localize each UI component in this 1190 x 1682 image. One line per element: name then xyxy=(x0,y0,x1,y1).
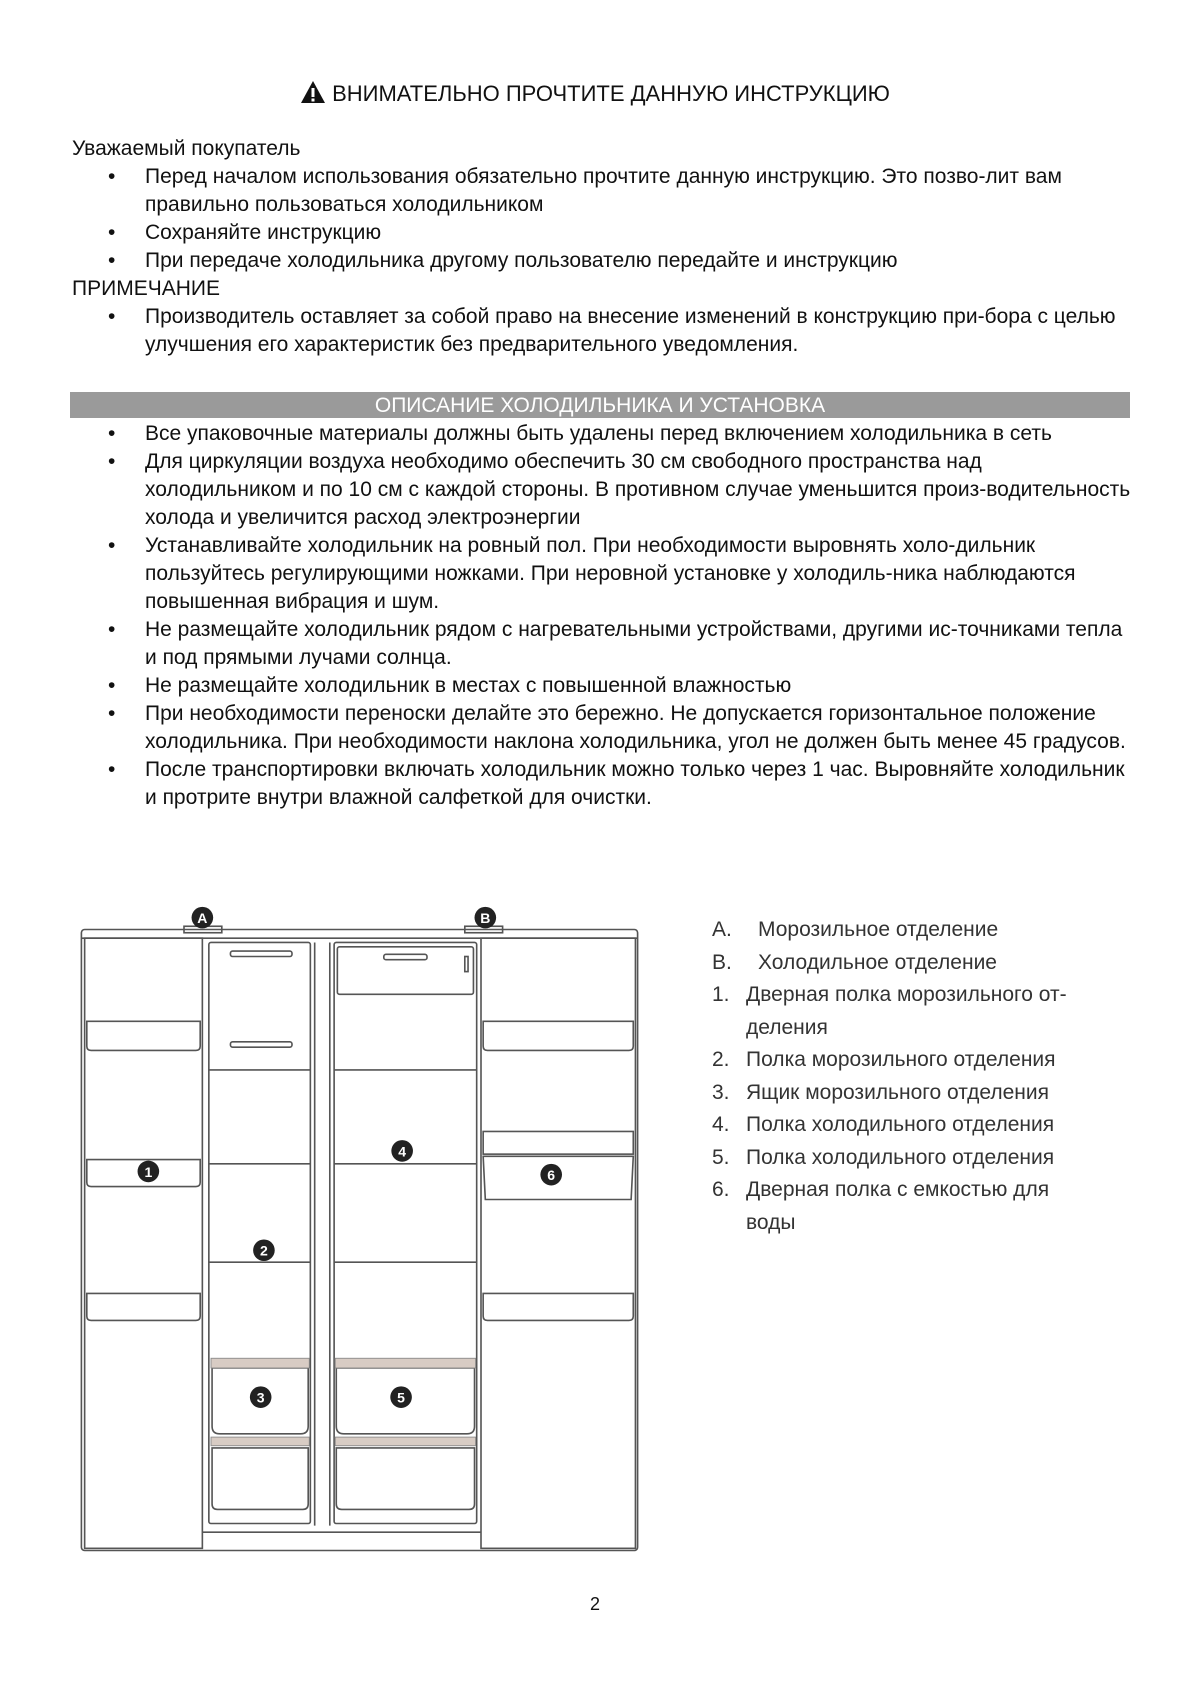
marker-6 xyxy=(540,1164,562,1186)
legend-item: 3. Ящик морозильного отделения xyxy=(712,1080,1049,1104)
marker-1 xyxy=(138,1161,160,1183)
note-list xyxy=(72,303,1132,359)
legend-item: 6. Дверная полка с емкостью для воды xyxy=(712,1178,1050,1234)
svg-text:A: A xyxy=(197,910,208,927)
marker-B xyxy=(475,907,497,929)
svg-text:1: 1 xyxy=(144,1163,153,1180)
marker-2 xyxy=(253,1239,275,1261)
fridge-compartment xyxy=(334,942,477,1523)
installation-block xyxy=(72,420,1132,812)
page-number: 2 xyxy=(589,1594,600,1614)
page-title xyxy=(0,80,1190,107)
list-item: • Не размещайте холодильник рядом с нагревательными устройствами, другими ис-точниками тепла и под прямыми лучами солнца. xyxy=(108,618,1123,669)
svg-text:B: B xyxy=(480,910,491,927)
fridge-door xyxy=(481,938,635,1548)
fridge-diagram xyxy=(76,897,643,1556)
legend-item: 1. Дверная полка морозильного от-деления xyxy=(712,983,1067,1039)
installation-list xyxy=(72,420,1132,812)
list-item: • При необходимости переноски делайте это бережно. Не допускается горизонтальное положение холодильника. При необходимости наклона холодильника, угол не должен быть менее 45 градусов. xyxy=(108,702,1126,753)
intro-block xyxy=(72,135,1132,359)
svg-text:2: 2 xyxy=(260,1242,268,1259)
diagram-legend xyxy=(712,914,1142,1239)
marker-5 xyxy=(390,1386,412,1408)
intro-list xyxy=(72,163,1132,275)
freezer-compartment xyxy=(209,942,311,1523)
marker-3 xyxy=(250,1386,272,1408)
note-heading: ПРИМЕЧАНИЕ xyxy=(72,277,220,300)
list-item: • Устанавливайте холодильник на ровный пол. При необходимости выровнять холо-дильник пользуйтесь регулирующими ножками. При неровной установке у холодиль-ника наблюдаются повышенная вибрация и шум. xyxy=(108,534,1076,613)
freezer-door xyxy=(85,938,203,1548)
title-text: ВНИМАТЕЛЬНО ПРОЧТИТЕ ДАННУЮ ИНСТРУКЦИЮ xyxy=(332,81,890,106)
legend-item: 5. Полка холодильного отделения xyxy=(712,1145,1055,1169)
svg-text:5: 5 xyxy=(397,1389,405,1406)
list-item: • Перед началом использования обязательно прочтите данную инструкцию. Это позво-лит вам правильно пользоваться холодильником xyxy=(108,165,1062,216)
list-item: • Для циркуляции воздуха необходимо обеспечить 30 см свободного пространства над холодильником и по 10 см с каждой стороны. В противном случае уменьшится произ-водительность холода и увеличится расход электроэнергии xyxy=(108,450,1131,529)
section-heading: ОПИСАНИЕ ХОЛОДИЛЬНИКА И УСТАНОВКА xyxy=(70,392,1130,418)
svg-text:3: 3 xyxy=(256,1389,265,1406)
warning-triangle-icon xyxy=(300,80,326,104)
list-item: • Сохраняйте инструкцию xyxy=(108,221,382,244)
greeting: Уважаемый покупатель xyxy=(72,137,301,160)
legend-item: A. Морозильное отделение xyxy=(712,918,999,941)
list-item: • Не размещайте холодильник в местах с повышенной влажностью xyxy=(108,674,792,697)
marker-4 xyxy=(391,1140,413,1162)
legend-item: B. Холодильное отделение xyxy=(712,950,997,974)
svg-text:4: 4 xyxy=(398,1143,407,1160)
fridge-body xyxy=(81,930,637,1551)
svg-text:6: 6 xyxy=(547,1167,556,1184)
list-item: • При передаче холодильника другому пользователю передайте и инструкцию xyxy=(108,249,898,272)
list-item: • После транспортировки включать холодильник можно только через 1 час. Выровняйте холодильник и протрите внутри влажной салфеткой для очистки. xyxy=(108,758,1125,809)
legend-item: 4. Полка холодильного отделения xyxy=(712,1113,1055,1136)
legend-item: 2. Полка морозильного отделения xyxy=(712,1048,1056,1071)
marker-A xyxy=(192,907,214,929)
list-item: • Все упаковочные материалы должны быть удалены перед включением холодильника в сеть xyxy=(108,422,1052,445)
list-item: • Производитель оставляет за собой право на внесение изменений в конструкцию при-бора с целью улучшения его характеристик без предварительного уведомления. xyxy=(108,305,1116,356)
